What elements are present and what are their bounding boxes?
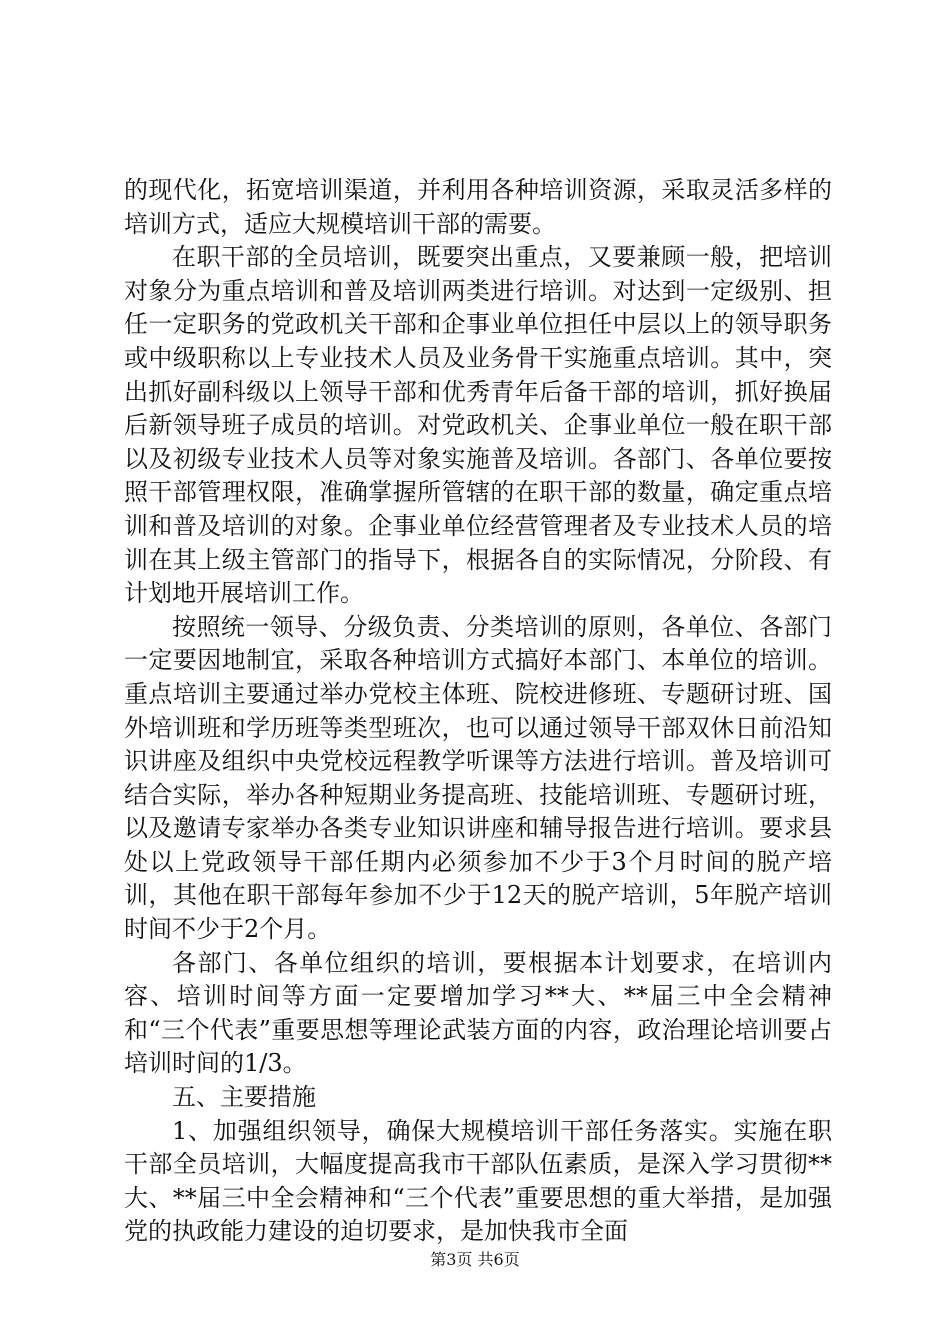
page-number-footer: 第3页 共6页 [430, 1250, 520, 1269]
paragraph-training-methods: 按照统一领导、分级负责、分类培训的原则，各单位、各部门一定要因地制宜，采取各种培训方式搞好本部门、本单位的培训。重点培训主要通过举办党校主体班、院校进修班、专题研讨班、国外培训班和学历班等类型班次，也可以通过领导干部双休日前沿知识讲座及组织中央党校远程教学听课等方法进行培训。普及培训可结合实际，举办各种短期业务提高班、技能培训班、专题研讨班，以及邀请专家举办各类专业知识讲座和辅导报告进行培训。要求县处以上党政领导干部任期内必须参加不少于3个月时间的脱产培训，其他在职干部每年参加不少于12天的脱产培训，5年脱产培训时间不少于2个月。 [124, 612, 832, 944]
paragraph-training-targets: 在职干部的全员培训，既要突出重点，又要兼顾一般，把培训对象分为重点培训和普及培训两类进行培训。对达到一定级别、担任一定职务的党政机关干部和企事业单位担任中层以上的领导职务或中级职称以上专业技术人员及业务骨干实施重点培训。其中，突出抓好副科级以上领导干部和优秀青年后备干部的培训，抓好换届后新领导班子成员的培训。对党政机关、企事业单位一般在职干部以及初级专业技术人员等对象实施普及培训。各部门、各单位要按照干部管理权限，准确掌握所管辖的在职干部的数量，确定重点培训和普及培训的对象。企事业单位经营管理者及专业技术人员的培训在其上级主管部门的指导下，根据各自的实际情况，分阶段、有计划地开展培训工作。 [124, 243, 832, 608]
document-body [124, 174, 832, 1249]
paragraph-continuation: 的现代化，拓宽培训渠道，并利用各种培训资源，采取灵活多样的培训方式，适应大规模培训干部的需要。 [124, 176, 832, 238]
section-heading-measures: 五、主要措施 [172, 1083, 316, 1112]
paragraph-measure-1: 1、加强组织领导，确保大规模培训干部任务落实。实施在职干部全员培训，大幅度提高我市干部队伍素质，是深入学习贯彻**大、**届三中全会精神和“三个代表”重要思想的重大举措，是加强党的执政能力建设的迫切要求，是加快我市全面 [124, 1116, 832, 1246]
paragraph-training-content: 各部门、各单位组织的培训，要根据本计划要求，在培训内容、培训时间等方面一定要增加学习**大、**届三中全会精神和“三个代表”重要思想等理论武装方面的内容，政治理论培训要占培训时间的1/3。 [124, 948, 832, 1078]
